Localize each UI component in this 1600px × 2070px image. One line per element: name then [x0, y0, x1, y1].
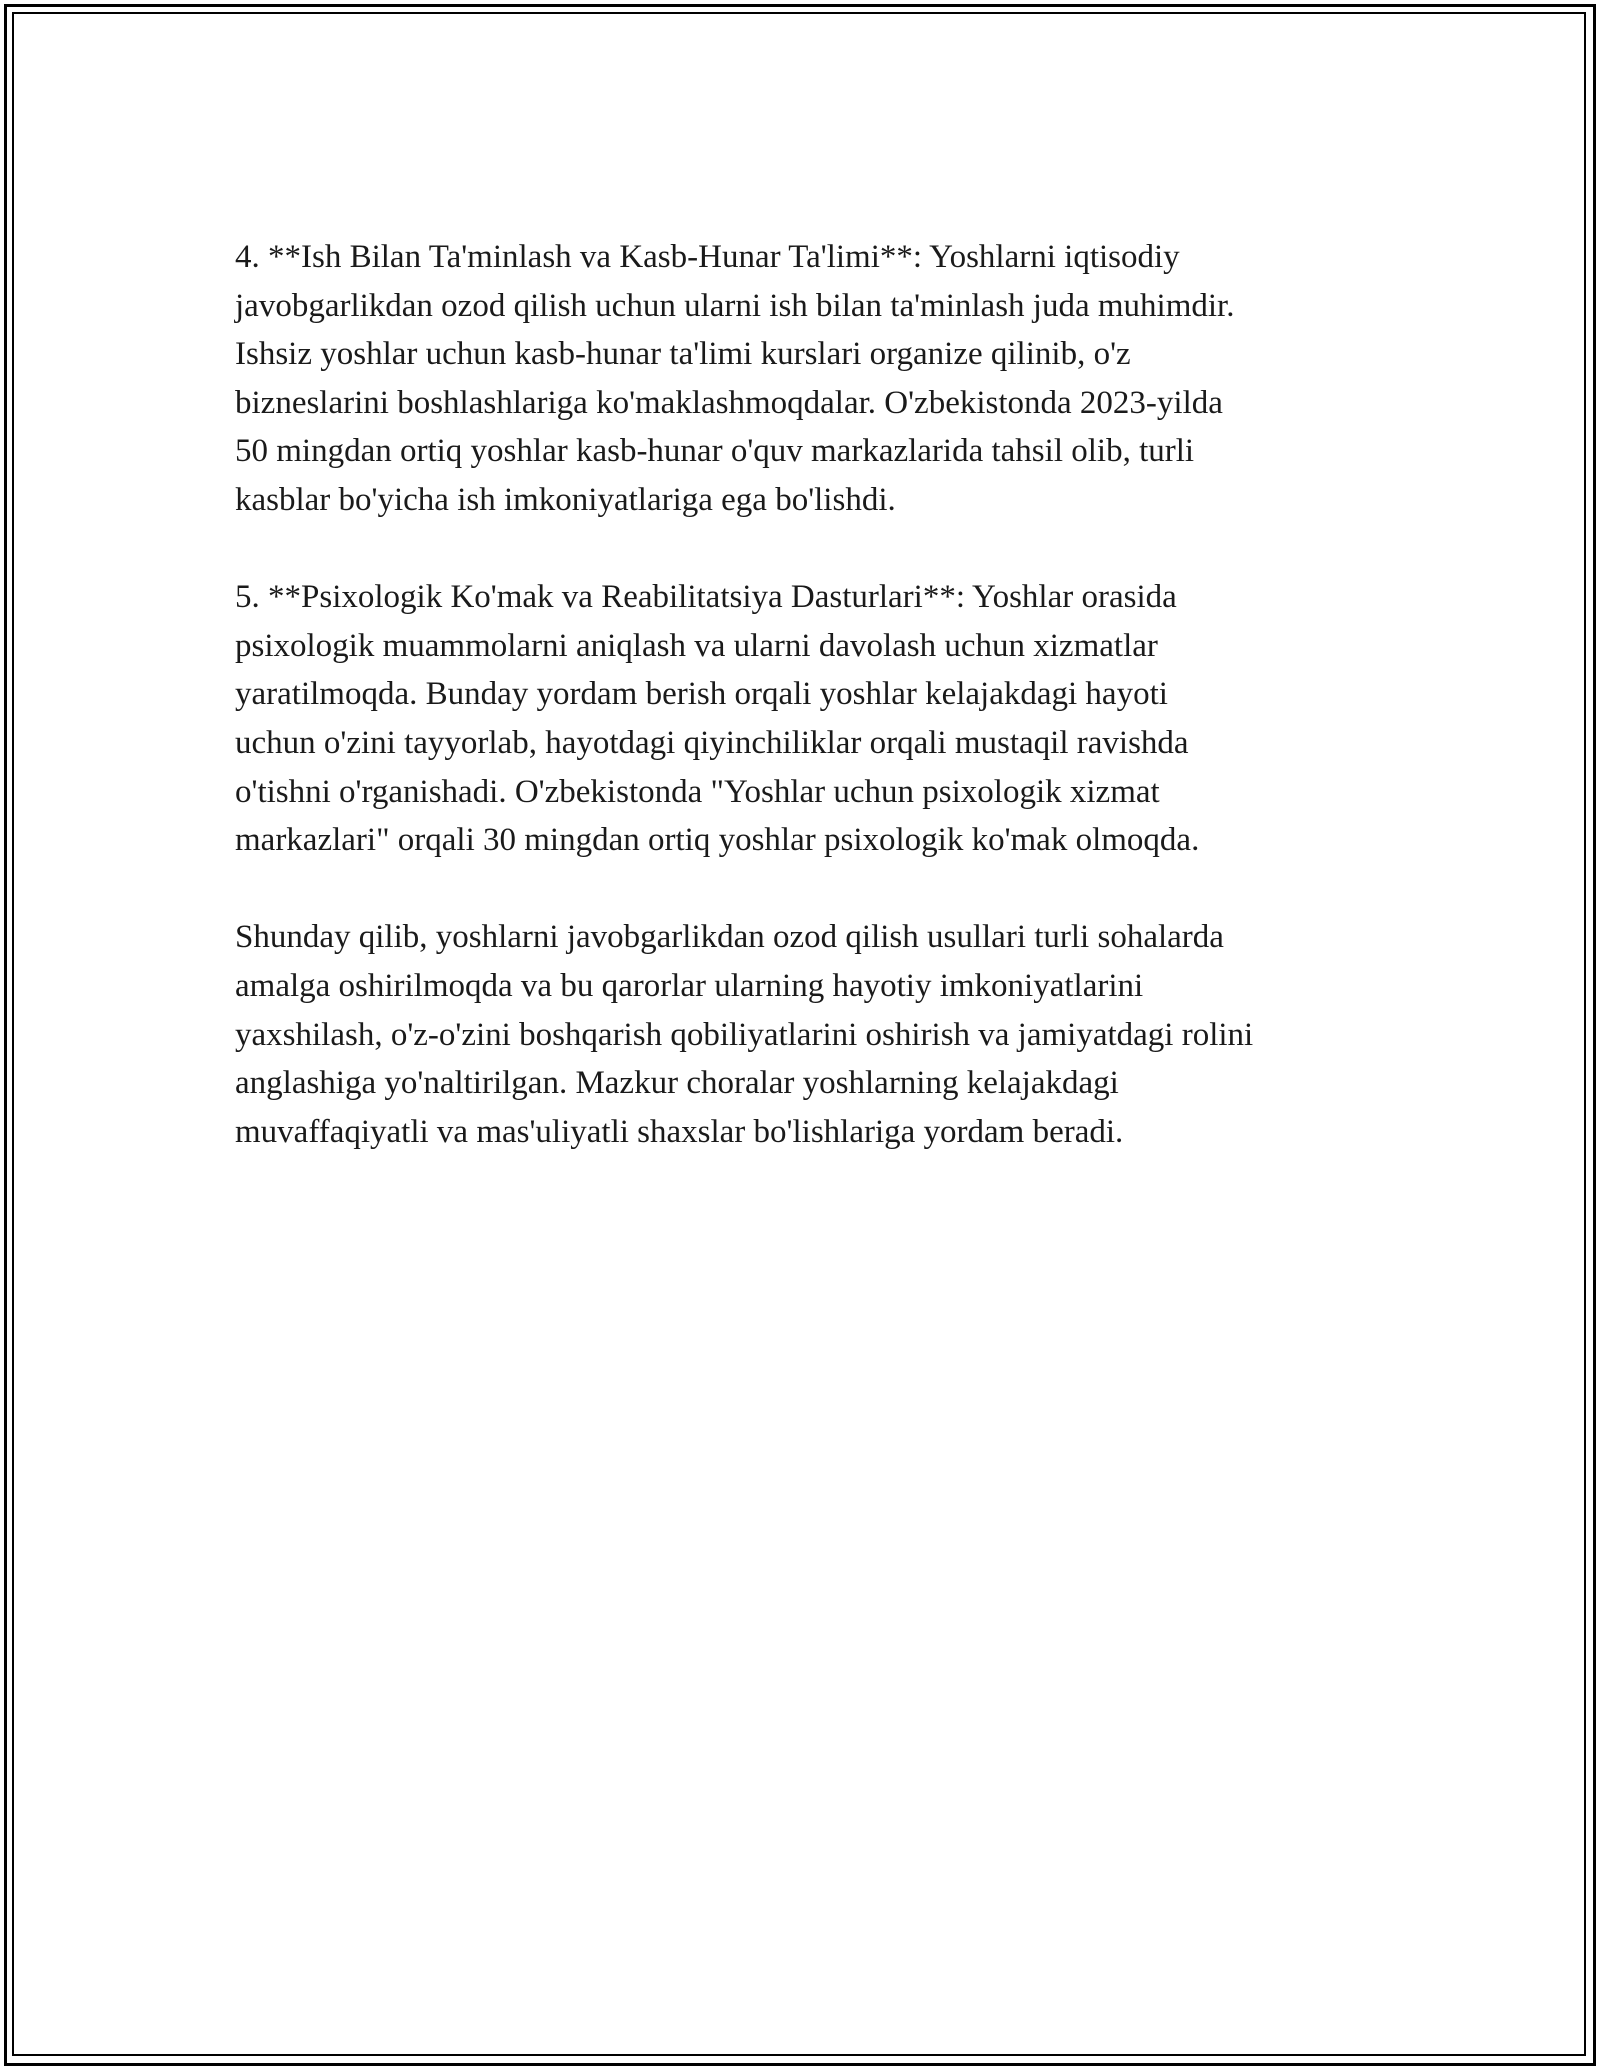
paragraph-employment-vocational-training: 4. **Ish Bilan Ta'minlash va Kasb-Hunar Ta'limi**: Yoshlarni iqtisodiy javobgarlikdan ozod qilish uchun ularni ish bilan ta'minlash juda muhimdir. Ishsiz yoshlar uchun kasb-hunar ta'limi kurslari organize qilinib, o'z bizneslarini boshlashlariga ko'maklashmoqdalar. O'zbekistonda 2023-yilda 50 mingdan ortiq yoshlar kasb-hunar o'quv markazlarida tahsil olib, turli kasblar bo'yicha ish imkoniyatlariga ega bo'lishdi. — [235, 239, 1235, 518]
paragraph-conclusion: Shunday qilib, yoshlarni javobgarlikdan ozod qilish usullari turli sohalarda amalga oshirilmoqda va bu qarorlar ularning hayotiy imkoniyatlarini yaxshilash, o'z-o'zini boshqarish qobiliyatlarini oshirish va jamiyatdagi rolini anglashiga yo'naltirilgan. Mazkur choralar yoshlarning kelajakdagi muvaffaqiyatli va mas'uliyatli shaxslar bo'lishlariga yordam beradi. — [235, 919, 1254, 1150]
paragraph-psychological-support: 5. **Psixologik Ko'mak va Reabilitatsiya Dasturlari**: Yoshlar orasida psixologik muammolarni aniqlash va ularni davolash uchun xizmatlar yaratilmoqda. Bunday yordam berish orqali yoshlar kelajakdagi hayoti uchun o'zini tayyorlab, hayotdagi qiyinchiliklar orqali mustaqil ravishda o'tishni o'rganishadi. O'zbekistonda "Yoshlar uchun psixologik xizmat markazlari" orqali 30 mingdan ortiq yoshlar psixologik ko'mak olmoqda. — [235, 579, 1200, 859]
document-body — [235, 233, 1385, 1205]
